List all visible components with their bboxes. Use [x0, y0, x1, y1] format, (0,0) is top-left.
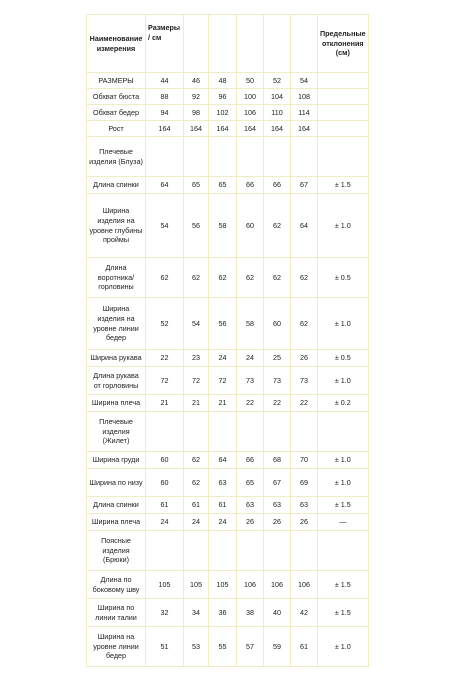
row-label: Ширина груди	[87, 452, 146, 469]
table-row	[87, 497, 369, 514]
tolerance-cell: ± 1.0	[318, 367, 369, 395]
size-value-cell: 66	[237, 452, 264, 469]
size-value-cell: 57	[237, 627, 264, 667]
row-label: Длина рукава от горловины	[87, 367, 146, 395]
size-value-cell: 62	[291, 298, 318, 350]
size-value-cell	[184, 137, 209, 177]
size-value-cell: 108	[291, 89, 318, 105]
size-value-cell	[237, 531, 264, 571]
size-value-cell: 73	[264, 367, 291, 395]
size-value-cell: 44	[146, 73, 184, 89]
tolerance-cell: ± 1.5	[318, 177, 369, 194]
row-label: Ширина по линии талии	[87, 599, 146, 627]
tolerance-cell: —	[318, 514, 369, 531]
table-row	[87, 412, 369, 452]
size-value-cell: 62	[184, 469, 209, 497]
table-row	[87, 258, 369, 298]
size-value-cell: 52	[146, 298, 184, 350]
size-value-cell	[264, 531, 291, 571]
size-value-cell: 58	[237, 298, 264, 350]
table-row	[87, 73, 369, 89]
header-empty-cell	[291, 15, 318, 73]
row-label: РАЗМЕРЫ	[87, 73, 146, 89]
size-value-cell: 62	[184, 258, 209, 298]
size-value-cell: 56	[209, 298, 237, 350]
size-value-cell: 88	[146, 89, 184, 105]
tolerance-cell	[318, 531, 369, 571]
table-row	[87, 121, 369, 137]
size-value-cell	[291, 531, 318, 571]
size-value-cell: 22	[291, 395, 318, 412]
table-row	[87, 452, 369, 469]
size-value-cell: 38	[237, 599, 264, 627]
tolerance-cell	[318, 137, 369, 177]
size-value-cell: 67	[291, 177, 318, 194]
size-value-cell: 70	[291, 452, 318, 469]
tolerance-cell: ± 0.2	[318, 395, 369, 412]
size-value-cell: 63	[237, 497, 264, 514]
size-value-cell: 63	[209, 469, 237, 497]
size-value-cell: 56	[184, 194, 209, 258]
size-value-cell: 61	[291, 627, 318, 667]
size-value-cell: 36	[209, 599, 237, 627]
header-name: Наименование измерения	[87, 15, 146, 73]
size-value-cell: 22	[264, 395, 291, 412]
row-label: Ширина на уровне линии бедер	[87, 627, 146, 667]
tolerance-cell: ± 1.5	[318, 497, 369, 514]
tolerance-cell: ± 1.0	[318, 194, 369, 258]
size-value-cell	[264, 137, 291, 177]
size-value-cell: 62	[291, 258, 318, 298]
header-empty-cell	[209, 15, 237, 73]
table-row	[87, 599, 369, 627]
size-value-cell	[184, 531, 209, 571]
size-value-cell	[237, 412, 264, 452]
size-value-cell: 52	[264, 73, 291, 89]
tolerance-cell: ± 1.5	[318, 571, 369, 599]
header-tolerance: Предельные отклонения (см)	[318, 15, 369, 73]
size-value-cell: 55	[209, 627, 237, 667]
size-value-cell	[237, 137, 264, 177]
row-label: Длина воротника/ горловины	[87, 258, 146, 298]
table-row	[87, 177, 369, 194]
size-value-cell: 58	[209, 194, 237, 258]
row-label: Плечевые изделия (Жилет)	[87, 412, 146, 452]
size-value-cell: 53	[184, 627, 209, 667]
size-value-cell: 72	[146, 367, 184, 395]
size-value-cell: 64	[146, 177, 184, 194]
table-row	[87, 350, 369, 367]
size-value-cell: 22	[237, 395, 264, 412]
size-value-cell	[146, 412, 184, 452]
size-value-cell: 98	[184, 105, 209, 121]
size-value-cell: 164	[264, 121, 291, 137]
size-value-cell: 164	[237, 121, 264, 137]
row-label: Ширина по низу	[87, 469, 146, 497]
tolerance-cell: ± 1.0	[318, 298, 369, 350]
header-empty-cell	[237, 15, 264, 73]
tolerance-cell	[318, 412, 369, 452]
size-value-cell: 54	[146, 194, 184, 258]
size-value-cell	[291, 137, 318, 177]
size-value-cell: 46	[184, 73, 209, 89]
row-label: Ширина изделия на уровне глубины проймы	[87, 194, 146, 258]
row-label: Ширина плеча	[87, 395, 146, 412]
size-value-cell: 92	[184, 89, 209, 105]
size-value-cell: 42	[291, 599, 318, 627]
size-value-cell: 106	[264, 571, 291, 599]
size-value-cell: 22	[146, 350, 184, 367]
size-value-cell: 94	[146, 105, 184, 121]
size-value-cell: 34	[184, 599, 209, 627]
size-value-cell: 24	[146, 514, 184, 531]
row-label: Ширина изделия на уровне линии бедер	[87, 298, 146, 350]
header-sizes: Размеры / см	[146, 15, 184, 73]
table-row	[87, 514, 369, 531]
table-row	[87, 105, 369, 121]
row-label: Длина спинки	[87, 177, 146, 194]
row-label: Обхват бедер	[87, 105, 146, 121]
tolerance-cell	[318, 121, 369, 137]
table-body	[87, 73, 369, 667]
size-value-cell: 26	[264, 514, 291, 531]
table-row	[87, 194, 369, 258]
size-value-cell: 65	[209, 177, 237, 194]
size-value-cell: 24	[209, 350, 237, 367]
size-value-cell: 21	[146, 395, 184, 412]
row-label: Плечевые изделия (Блуза)	[87, 137, 146, 177]
size-value-cell: 68	[264, 452, 291, 469]
size-value-cell: 63	[264, 497, 291, 514]
tolerance-cell: ± 1.0	[318, 627, 369, 667]
size-value-cell: 62	[184, 452, 209, 469]
size-value-cell: 106	[237, 571, 264, 599]
size-value-cell: 24	[237, 350, 264, 367]
size-value-cell: 60	[237, 194, 264, 258]
size-value-cell: 164	[209, 121, 237, 137]
size-value-cell: 60	[264, 298, 291, 350]
size-value-cell: 21	[209, 395, 237, 412]
size-value-cell: 25	[264, 350, 291, 367]
header-empty-cell	[264, 15, 291, 73]
table-header-row	[87, 15, 369, 73]
size-value-cell: 61	[209, 497, 237, 514]
tolerance-cell	[318, 73, 369, 89]
size-value-cell: 64	[291, 194, 318, 258]
size-value-cell	[146, 137, 184, 177]
size-value-cell	[209, 412, 237, 452]
size-value-cell	[209, 531, 237, 571]
table-row	[87, 531, 369, 571]
table-row	[87, 298, 369, 350]
size-value-cell: 104	[264, 89, 291, 105]
size-value-cell: 61	[184, 497, 209, 514]
size-value-cell	[184, 412, 209, 452]
size-value-cell: 60	[146, 452, 184, 469]
size-value-cell: 62	[264, 258, 291, 298]
size-value-cell: 26	[291, 350, 318, 367]
size-value-cell: 24	[209, 514, 237, 531]
row-label: Длина спинки	[87, 497, 146, 514]
size-value-cell: 105	[146, 571, 184, 599]
table-row	[87, 89, 369, 105]
size-value-cell: 65	[237, 469, 264, 497]
table-row	[87, 137, 369, 177]
row-label: Ширина рукава	[87, 350, 146, 367]
size-value-cell: 114	[291, 105, 318, 121]
size-value-cell: 59	[264, 627, 291, 667]
tolerance-cell: ± 1.0	[318, 452, 369, 469]
header-empty-cell	[184, 15, 209, 73]
size-value-cell: 32	[146, 599, 184, 627]
size-value-cell: 110	[264, 105, 291, 121]
size-value-cell: 73	[237, 367, 264, 395]
size-value-cell: 73	[291, 367, 318, 395]
size-value-cell: 69	[291, 469, 318, 497]
row-label: Длина по боковому шву	[87, 571, 146, 599]
size-value-cell: 54	[184, 298, 209, 350]
tolerance-cell	[318, 89, 369, 105]
tolerance-cell	[318, 105, 369, 121]
size-value-cell: 23	[184, 350, 209, 367]
size-value-cell: 67	[264, 469, 291, 497]
size-value-cell: 66	[237, 177, 264, 194]
size-value-cell: 48	[209, 73, 237, 89]
size-value-cell	[146, 531, 184, 571]
row-label: Ширина плеча	[87, 514, 146, 531]
size-value-cell: 61	[146, 497, 184, 514]
tolerance-cell: ± 0.5	[318, 350, 369, 367]
size-value-cell: 51	[146, 627, 184, 667]
size-value-cell: 100	[237, 89, 264, 105]
size-value-cell: 21	[184, 395, 209, 412]
size-value-cell: 96	[209, 89, 237, 105]
size-table	[86, 14, 369, 667]
size-value-cell: 66	[264, 177, 291, 194]
size-value-cell: 164	[291, 121, 318, 137]
size-value-cell: 26	[237, 514, 264, 531]
size-value-cell: 62	[237, 258, 264, 298]
size-value-cell: 62	[209, 258, 237, 298]
size-value-cell: 62	[264, 194, 291, 258]
tolerance-cell: ± 1.5	[318, 599, 369, 627]
row-label: Поясные изделия (Брюки)	[87, 531, 146, 571]
size-value-cell: 26	[291, 514, 318, 531]
size-value-cell: 54	[291, 73, 318, 89]
size-value-cell: 102	[209, 105, 237, 121]
size-value-cell	[209, 137, 237, 177]
size-value-cell: 64	[209, 452, 237, 469]
size-value-cell: 24	[184, 514, 209, 531]
size-value-cell	[264, 412, 291, 452]
tolerance-cell: ± 0.5	[318, 258, 369, 298]
row-label: Обхват бюста	[87, 89, 146, 105]
size-value-cell: 106	[237, 105, 264, 121]
size-value-cell: 63	[291, 497, 318, 514]
size-value-cell: 72	[184, 367, 209, 395]
size-value-cell: 40	[264, 599, 291, 627]
table-row	[87, 469, 369, 497]
size-value-cell: 62	[146, 258, 184, 298]
size-value-cell: 65	[184, 177, 209, 194]
size-value-cell: 50	[237, 73, 264, 89]
size-value-cell: 60	[146, 469, 184, 497]
table-row	[87, 627, 369, 667]
size-value-cell	[291, 412, 318, 452]
size-value-cell: 164	[184, 121, 209, 137]
size-value-cell: 72	[209, 367, 237, 395]
table-row	[87, 571, 369, 599]
size-value-cell: 106	[291, 571, 318, 599]
table-row	[87, 367, 369, 395]
size-value-cell: 164	[146, 121, 184, 137]
row-label: Рост	[87, 121, 146, 137]
tolerance-cell: ± 1.0	[318, 469, 369, 497]
size-value-cell: 105	[209, 571, 237, 599]
size-value-cell: 105	[184, 571, 209, 599]
table-row	[87, 395, 369, 412]
